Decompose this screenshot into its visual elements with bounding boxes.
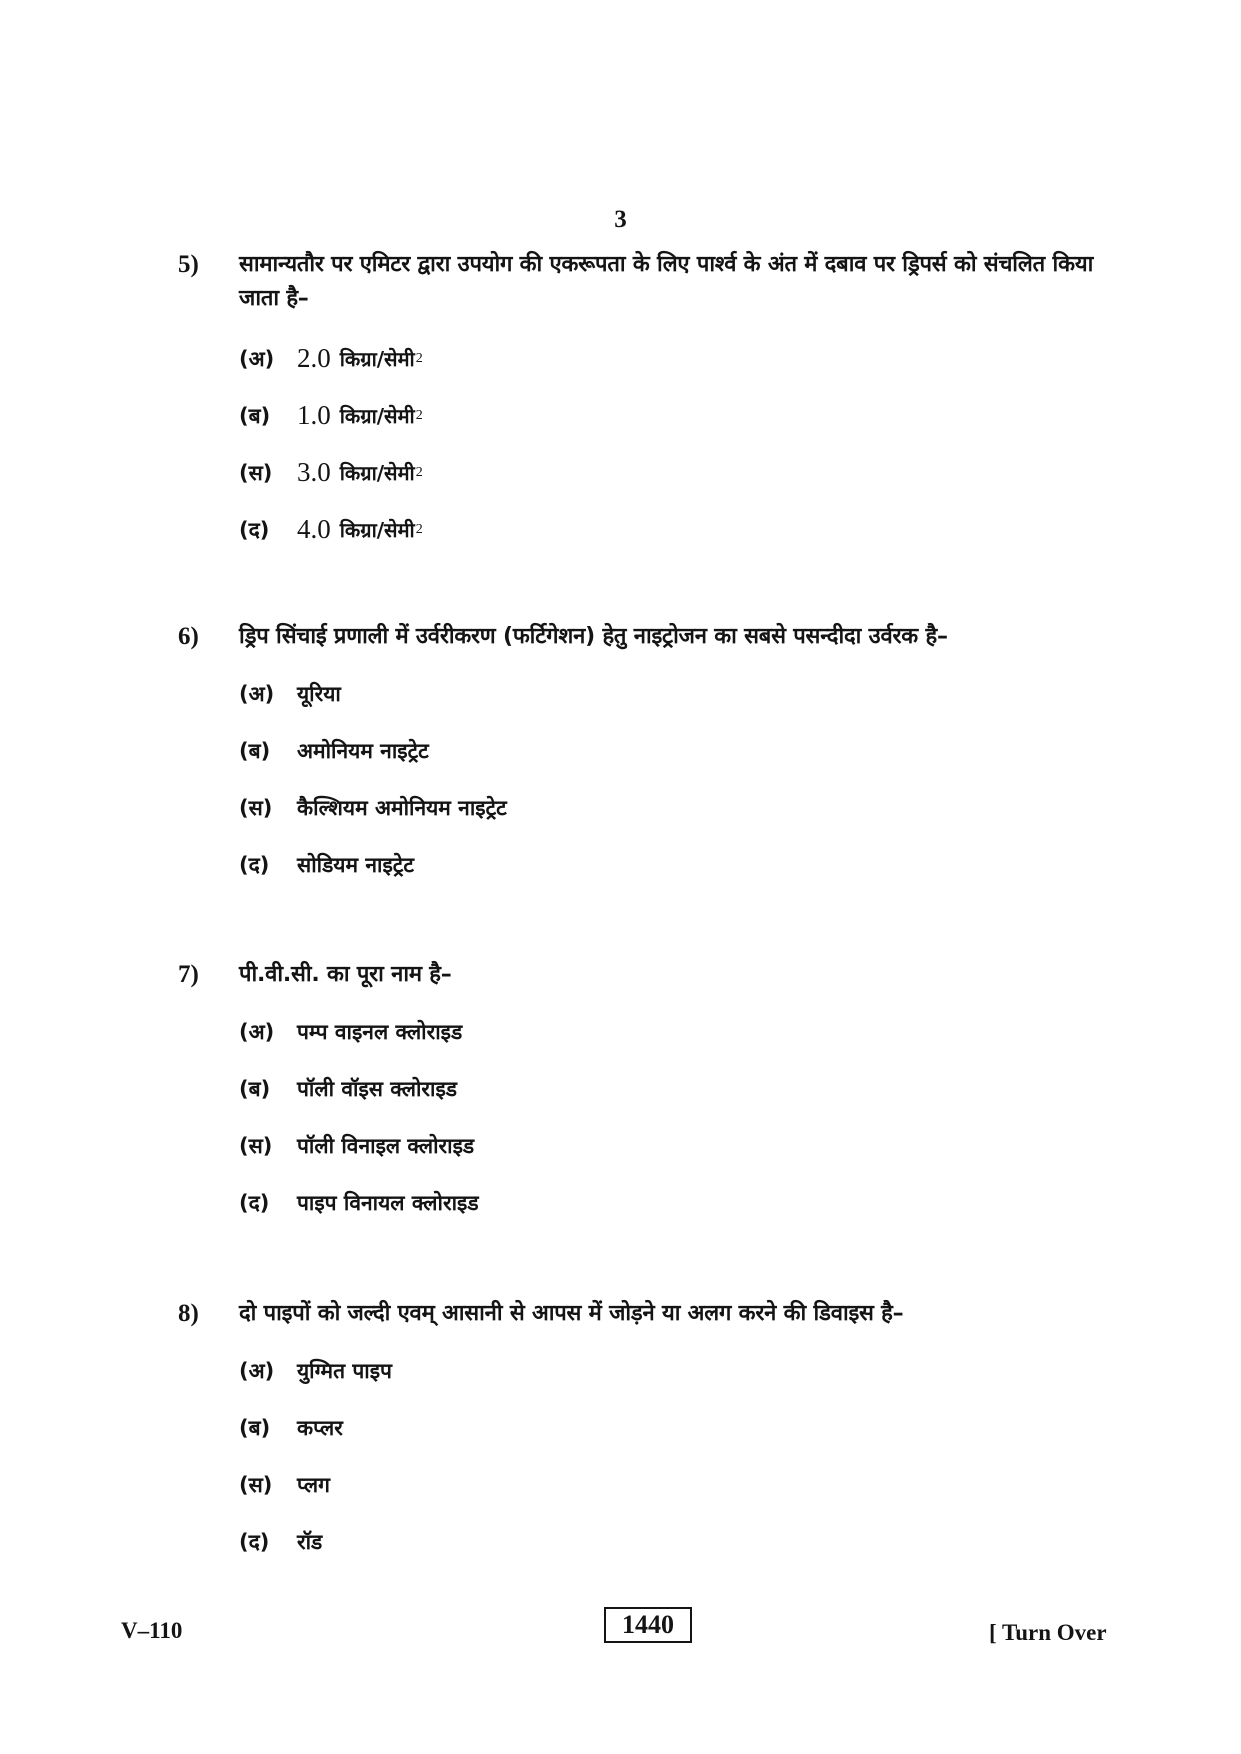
option-a — [239, 330, 423, 387]
paper-code: V–110 — [121, 1618, 183, 1643]
option-label: (द) — [239, 852, 270, 877]
option-label: (अ) — [239, 1019, 275, 1044]
option-text: युग्मित पाइप — [297, 1358, 392, 1383]
option-a — [239, 1003, 479, 1060]
option-c — [239, 444, 423, 501]
question-text: सामान्यतौर पर एमिटर द्वारा उपयोग की एकरूपता के लिए पार्श्व के अंत में दबाव पर ड्रिपर्स को संचलित किया जाता है– — [239, 252, 1094, 311]
question-text: दो पाइपों को जल्दी एवम् आसानी से आपस में जोड़ने या अलग करने की डिवाइस है– — [239, 1301, 904, 1326]
option-text: पाइप विनायल क्लोराइड — [297, 1190, 479, 1215]
options-list — [239, 1342, 392, 1570]
options-list — [239, 1003, 479, 1231]
option-c — [239, 1456, 392, 1513]
question-text: पी.वी.सी. का पूरा नाम है– — [239, 962, 452, 987]
option-superscript: 2 — [415, 521, 423, 537]
option-d — [239, 501, 423, 558]
option-superscript: 2 — [415, 407, 423, 423]
option-text: कैल्शियम अमोनियम नाइट्रेट — [297, 795, 507, 820]
option-text: सोडियम नाइट्रेट — [297, 852, 414, 877]
option-b — [239, 1399, 392, 1456]
option-d — [239, 1513, 392, 1570]
option-c — [239, 779, 507, 836]
option-label: (स) — [239, 1133, 273, 1158]
option-label: (अ) — [239, 1358, 275, 1383]
option-unit: किग्रा/सेमी — [339, 404, 415, 428]
option-text: रॉड — [297, 1529, 323, 1554]
question-text: ड्रिप सिंचाई प्रणाली में उर्वरीकरण (फर्टिगेशन) हेतु नाइट्रोजन का सबसे पसन्दीदा उर्वरक है– — [239, 624, 948, 649]
option-text: पॉली वॉइस क्लोराइड — [297, 1076, 457, 1101]
option-superscript: 2 — [415, 350, 423, 366]
option-text: पॉली विनाइल क्लोराइड — [297, 1133, 475, 1158]
option-value: 3.0 — [297, 457, 331, 487]
option-b — [239, 1060, 479, 1117]
option-label: (द) — [239, 1190, 270, 1215]
option-label: (स) — [239, 1472, 273, 1497]
option-unit: किग्रा/सेमी — [339, 518, 415, 542]
option-label: (स) — [239, 460, 273, 485]
option-a — [239, 665, 507, 722]
option-text: यूरिया — [297, 681, 341, 706]
option-value: 4.0 — [297, 514, 331, 544]
option-c — [239, 1117, 479, 1174]
option-text: अमोनियम नाइट्रेट — [297, 738, 429, 763]
option-b — [239, 722, 507, 779]
question-number: 6) — [178, 623, 199, 650]
question-number: 8) — [178, 1300, 199, 1327]
option-text: प्लग — [297, 1472, 330, 1497]
options-list — [239, 330, 423, 558]
option-value: 2.0 — [297, 343, 331, 373]
option-unit: किग्रा/सेमी — [339, 347, 415, 371]
option-text: कप्लर — [297, 1415, 343, 1440]
option-label: (ब) — [239, 403, 271, 428]
options-list — [239, 665, 507, 893]
page-number: 3 — [614, 206, 627, 233]
option-d — [239, 1174, 479, 1231]
question-number: 5) — [178, 251, 199, 278]
turn-over-label: [ Turn Over — [989, 1620, 1107, 1645]
question-number: 7) — [178, 961, 199, 988]
option-d — [239, 836, 507, 893]
paper-number-box: 1440 — [604, 1607, 692, 1643]
option-label: (द) — [239, 517, 270, 542]
option-a — [239, 1342, 392, 1399]
option-label: (ब) — [239, 1076, 271, 1101]
option-label: (ब) — [239, 1415, 271, 1440]
option-label: (द) — [239, 1529, 270, 1554]
option-b — [239, 387, 423, 444]
option-label: (ब) — [239, 738, 271, 763]
option-label: (अ) — [239, 681, 275, 706]
option-superscript: 2 — [415, 464, 423, 480]
option-label: (स) — [239, 795, 273, 820]
option-label: (अ) — [239, 346, 275, 371]
option-unit: किग्रा/सेमी — [339, 461, 415, 485]
option-value: 1.0 — [297, 400, 331, 430]
option-text: पम्प वाइनल क्लोराइड — [297, 1019, 463, 1044]
